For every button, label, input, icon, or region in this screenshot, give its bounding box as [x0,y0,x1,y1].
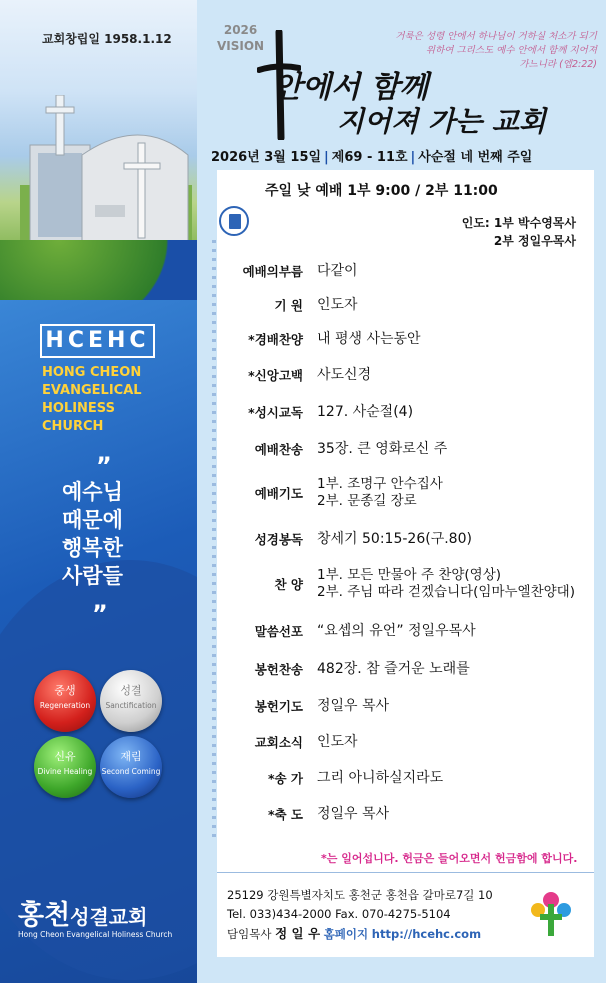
church-contact [227,886,493,944]
ball-label-en: Regeneration [39,701,91,710]
order-value [317,366,371,384]
order-value [317,805,389,823]
homepage-link[interactable]: http://hcehc.com [371,927,482,941]
right-panel [197,0,606,983]
pastor-label: 담임목사 [227,927,272,941]
slogan-line: 때문에 [62,508,123,532]
order-label: 말씀선포 [254,624,303,639]
leader-first: 인도: 1부 박수영목사 [461,216,576,230]
ball-label: 신유 [54,750,76,763]
order-value [317,622,476,640]
footer-divider [217,872,594,873]
order-label: 찬 양 [274,577,303,592]
order-value-line: 127. 사순절(4) [317,404,414,420]
standing-notice: *는 일어섭니다. 헌금은 들어오면서 헌금함에 합니다. [321,852,578,865]
hcehc-logo: HCEHC [40,324,155,358]
order-value-line: 사도신경 [317,367,372,383]
regeneration-ball [34,670,96,732]
vision-calligraphy-2: 지어져 가는 교회 [337,105,546,138]
church-name [18,893,147,932]
slogan-line: 예수님 [62,480,123,504]
second-coming-ball [100,736,162,798]
order-value-line: 정일우 목사 [317,698,390,714]
frame-bottom [197,957,606,983]
church-en-line: HOLINESS [42,401,115,416]
service-time: 주일 낮 예배 1부 9:00 / 2부 11:00 [265,183,498,199]
phone-fax: Tel. 033)434-2000 Fax. 070-4275-5104 [227,907,451,921]
order-value-line: 인도자 [317,734,358,750]
ball-label: 재림 [120,750,142,763]
liturgical-week: 사순절 네 번째 주일 [418,150,533,165]
slogan-line: 행복한 [62,536,123,560]
bible-icon [219,206,249,236]
order-value [317,530,472,548]
order-label: 성경봉독 [254,532,303,547]
order-label: 예배의부름 [242,264,303,279]
leader-second: 2부 정일우목사 [493,234,576,248]
order-value [317,403,413,421]
order-value [317,660,470,678]
church-emblem-icon [526,888,576,938]
ball-label-en: Divine Healing [37,767,93,776]
verse-line: 위하여 그리스도 예수 안에서 함께 지어져 [425,45,597,56]
order-label: 기 원 [274,298,303,313]
order-value [317,262,358,280]
date-line: 2026년 3월 15일 | 제69 - 11호 | 사순절 네 번째 주일 [197,146,606,170]
verse-line: 거룩은 성령 안에서 하나님이 거하실 처소가 되기 [395,31,597,42]
left-panel [0,0,197,983]
issue-number: 제69 - 11호 [331,150,408,165]
order-value [317,697,389,715]
order-value-line: 482장. 참 즐거운 노래를 [317,661,470,677]
order-label: *축 도 [267,807,303,822]
ball-label-en: Second Coming [101,767,161,776]
service-leaders [462,214,576,250]
order-value-line: “요셉의 유언” 정일우목사 [317,623,476,639]
church-en-line: CHURCH [42,419,104,434]
founded-date: 교회창립일 1958.1.12 [42,32,172,46]
verse-line: 가느니라 (엡2:22) [519,59,597,70]
church-building-image [20,95,192,250]
order-value-line: 그리 아니하실지라도 [317,770,444,786]
order-label: *성시교독 [248,405,303,420]
bulletin-date: 2026년 3월 15일 [211,150,322,165]
dotted-divider [212,240,216,840]
order-label: 봉헌기도 [254,699,303,714]
order-value [317,440,447,458]
pastor-name: 정 일 우 [275,926,321,941]
order-label: *신앙고백 [248,368,303,383]
order-label: 교회소식 [254,735,303,750]
address: 25129 강원특별자치도 홍천군 홍천읍 갈마로7길 10 [227,888,493,902]
order-value-line: 2부. 문종길 장로 [317,493,417,509]
ball-label-en: Sanctification [105,701,157,710]
quote-close: ” [92,600,108,628]
church-name-main: 홍천 [18,900,71,931]
order-value [317,296,358,314]
church-name-en: Hong Cheon Evangelical Holiness Church [18,930,173,939]
order-value-line: 1부. 조명구 안수집사 [317,476,443,492]
order-value [317,476,443,510]
quote-open: ” [96,452,112,480]
slogan [62,478,123,590]
vision-calligraphy-1: 안에서 함께 [273,70,429,105]
order-label: 예배기도 [254,486,303,501]
order-value-line: 1부. 모든 만물아 주 찬양(영상) [317,567,502,583]
order-value-line: 2부. 주님 따라 걷겠습니다(임마누엘찬양대) [317,584,575,600]
church-en-line: EVANGELICAL [42,383,142,398]
slogan-line: 사람들 [62,564,123,588]
ball-label: 중생 [54,684,76,697]
order-label: 봉헌찬송 [254,662,303,677]
pastor-line [227,924,493,944]
ball-label: 성결 [120,684,142,697]
church-name-sub: 성결교회 [70,905,148,929]
vision-word: VISION [217,39,265,53]
order-value [317,733,358,751]
order-label: *경배찬양 [248,332,303,347]
order-value-line: 내 평생 사는동안 [317,331,421,347]
order-value-line: 35장. 큰 영화로신 주 [317,441,448,457]
frame-right [594,170,606,983]
order-value [317,769,443,787]
vision-year: 2026 [223,23,258,37]
order-value-line: 인도자 [317,297,358,313]
order-value-line: 다같이 [317,263,358,279]
order-value [317,330,421,348]
order-label: 예배찬송 [254,442,303,457]
order-label: *송 가 [267,771,303,786]
homepage-label: 홈페이지 [323,927,369,941]
order-value-line: 창세기 50:15-26(구.80) [317,531,472,547]
church-en-line: HONG CHEON [42,365,142,380]
order-value [317,567,575,601]
church-english-name [42,364,142,436]
sanctification-ball [100,670,162,732]
divine-healing-ball [34,736,96,798]
order-value-line: 정일우 목사 [317,806,390,822]
